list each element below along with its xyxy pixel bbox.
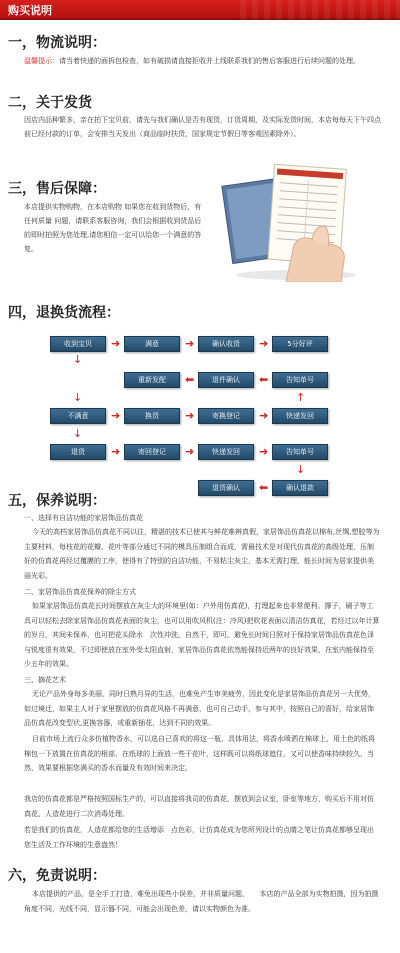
arrow-right-icon: ➜ <box>259 337 269 350</box>
section-heading: 一，物流说明： <box>8 35 106 51</box>
paragraph-self-clean: 今天的高档家居饰品仿真花不同以往，精湛的技术已使其与鲜花难辨真假，家居饰品仿真花以棉布,丝绸,塑胶等为主要材料，每枝花的花瓣、花叶等部分通过不同的模具压制组合而成，需最技术是对现代仿真花的高级处理，压制好的仿真花再经过覆膜的工序，使得有了特别的自洁功能，不易粘尘灰尘，基本无需打理，能长时间为居家提供美丽光彩。 <box>24 528 380 580</box>
arrow-right-icon: ➜ <box>259 409 269 422</box>
flow-step-confirm-receipt: 确认收货 <box>198 336 254 352</box>
arrow-down-icon: ↓ <box>73 391 83 404</box>
flow-step-return-register: 寄回登记 <box>124 444 180 460</box>
subheading-self-clean: 一、选择有自洁功能的家居饰品仿真花 <box>24 514 143 522</box>
arrow-right-icon: ➜ <box>111 409 121 422</box>
return-flowchart <box>0 326 400 498</box>
section-heading: 三，售后保障： <box>8 181 106 197</box>
banner-pattern <box>240 0 400 20</box>
arrow-right-icon: ➜ <box>111 337 121 350</box>
paragraph-fragrance: 目前市场上流行众多仿植物香水，可以选自己喜欢的将这一瓶，具体用法，将香水喷洒在棉球上，用土色的纸将棉包一下放置在仿真花的根部，在纸球的上面放一些干花叶，这样既可以将纸球遮住，又可以使香味持续较久，当然，效果要根据您满买的香水而量及有效时间来决定。 <box>24 735 375 772</box>
section-body: 本店提供实物购物，在本店购物 如果您在收到货物后，有任何质量 问题，请联系客服咨询，我们会根据收到货品后的即时拍照为您处理,请您相信一定可以给您一个满意的答复。 <box>24 203 202 253</box>
arrow-right-icon: ➜ <box>185 445 195 458</box>
flow-step-satisfied: 满意 <box>124 336 180 352</box>
flow-step-return-confirm: 退件确认 <box>198 372 254 388</box>
subheading-arrangement: 三、摘花艺术 <box>24 676 66 684</box>
section-body: 因店内品种繁多，亲在拍下宝贝前，请先与我们确认是否有现货，订货周期，及实际发货时间，本店每每天下午四点前已经付款的订单，会安排当天发出（商品临时扶货，国家规定节假日等客观因素除外）。 <box>24 116 381 138</box>
arrow-down-icon: ↓ <box>73 427 83 440</box>
flow-step-exchange: 换货 <box>124 408 180 424</box>
paragraph-dust: 如果家居饰品仿真花长时间摆放在灰尘大的环境里(如：户外用仿真花)，打理起来也非常便利。撑子，刷子等工具可以轻松去除家居饰品仿真花表面的灰尘，也可以用吹风机(注：冷风)把吹花表面以清洁仿真花，若经过以年计算的岁月，其间未保养，也可把花头除水 次性冲洗，自然干，即可。避免长时间日照对于保持家居饰品仿真花色泽与锐度很有效果，不过即使放在室外受太阳直射，家居饰品仿真花依然能保持近两年的良好效果，在室内能保持至少五年的效果。 <box>24 602 380 668</box>
paragraph-arrangement: 无论产品外身每多美丽，同时日熟月异的生活，也难免产生审美疲劳，因此变化是家居饰品仿真花另一大优势，如过境迁，如果主人对于家里摆放的仿真花风格不再满意，也可自己动手，参与其中，按照自己的喜好，给家居饰品仿真花改变型状,更换容器，或重新插花，达到不同的效果。 <box>24 690 375 727</box>
flow-step-good-review: 5分好评 <box>272 336 328 352</box>
flow-step-unsatisfied: 不满意 <box>50 408 106 424</box>
flow-step-notify-number-2: 告知单号 <box>272 444 328 460</box>
flow-step-express-back: 快递发回 <box>272 408 328 424</box>
arrow-right-icon: ➜ <box>259 445 269 458</box>
section-body <box>24 54 369 68</box>
flow-step-received: 收到宝贝 <box>50 336 106 352</box>
arrow-right-icon: ➜ <box>111 445 121 458</box>
arrow-down-icon: ↓ <box>296 463 306 476</box>
arrow-left-icon: ⬅ <box>259 481 269 494</box>
arrow-left-icon: ⬅ <box>185 373 195 386</box>
flow-step-express-back-2: 快递发回 <box>198 444 254 460</box>
arrow-left-icon: ⬅ <box>259 373 269 386</box>
warranty-card-photo <box>216 157 366 282</box>
flow-step-return-confirm-2: 退货确认 <box>198 480 254 496</box>
tip-text: 请当着快递的面拆包检查，如有破损请直接拒收并上线联系我们的售后客服进行后续问题的处理。 <box>59 57 360 65</box>
section-body: 本店提供的产品，是全手工打造，难免出现些小误差，并非质量问题， 本店的产品全部为实物拍摄，因为拍摄角度不同，光线不同，显示器不同，可能会出现色差，请以实物颜色为准。 <box>24 890 379 913</box>
paragraph-standard: 我店的仿真花都是严格按照国标生产的，可以直接将我司的仿真花，摆放到会议室，卧室等地方，购买后不用对仿真花，人造花进行二次消毒处理。 <box>24 795 374 818</box>
flow-step-resend: 重新发配 <box>124 372 180 388</box>
section-heading: 四，退换货流程： <box>8 305 120 321</box>
section-heading: 六，免责说明： <box>8 868 106 884</box>
flow-step-exchange-register: 寄换登记 <box>198 408 254 424</box>
arrow-up-icon: ↑ <box>296 391 306 404</box>
flow-step-notify-number: 告知单号 <box>272 372 328 388</box>
section-heading: 五，保养说明： <box>8 493 106 509</box>
tip-label: 温馨提示： <box>24 57 59 65</box>
section-heading: 二，关于发货 <box>8 95 92 111</box>
subheading-dust: 二、家居饰品仿真花保养的除尘方式 <box>24 588 136 596</box>
header-banner <box>0 0 400 20</box>
arrow-down-icon: ↓ <box>73 353 83 366</box>
paragraph-closing: 若是我们的仿真花，人造花都给您的生活增添 点色彩，让仿真花成为您所列设计的点睛之笔让仿真花都够呈现出您生活及工作环境的生意盎然！ <box>24 826 374 849</box>
arrow-right-icon: ➜ <box>185 409 195 422</box>
flow-step-return: 退货 <box>50 444 106 460</box>
flow-step-refund: 确认退款 <box>272 480 328 496</box>
arrow-right-icon: ➜ <box>185 337 195 350</box>
banner-title: 购买说明 <box>8 4 52 17</box>
